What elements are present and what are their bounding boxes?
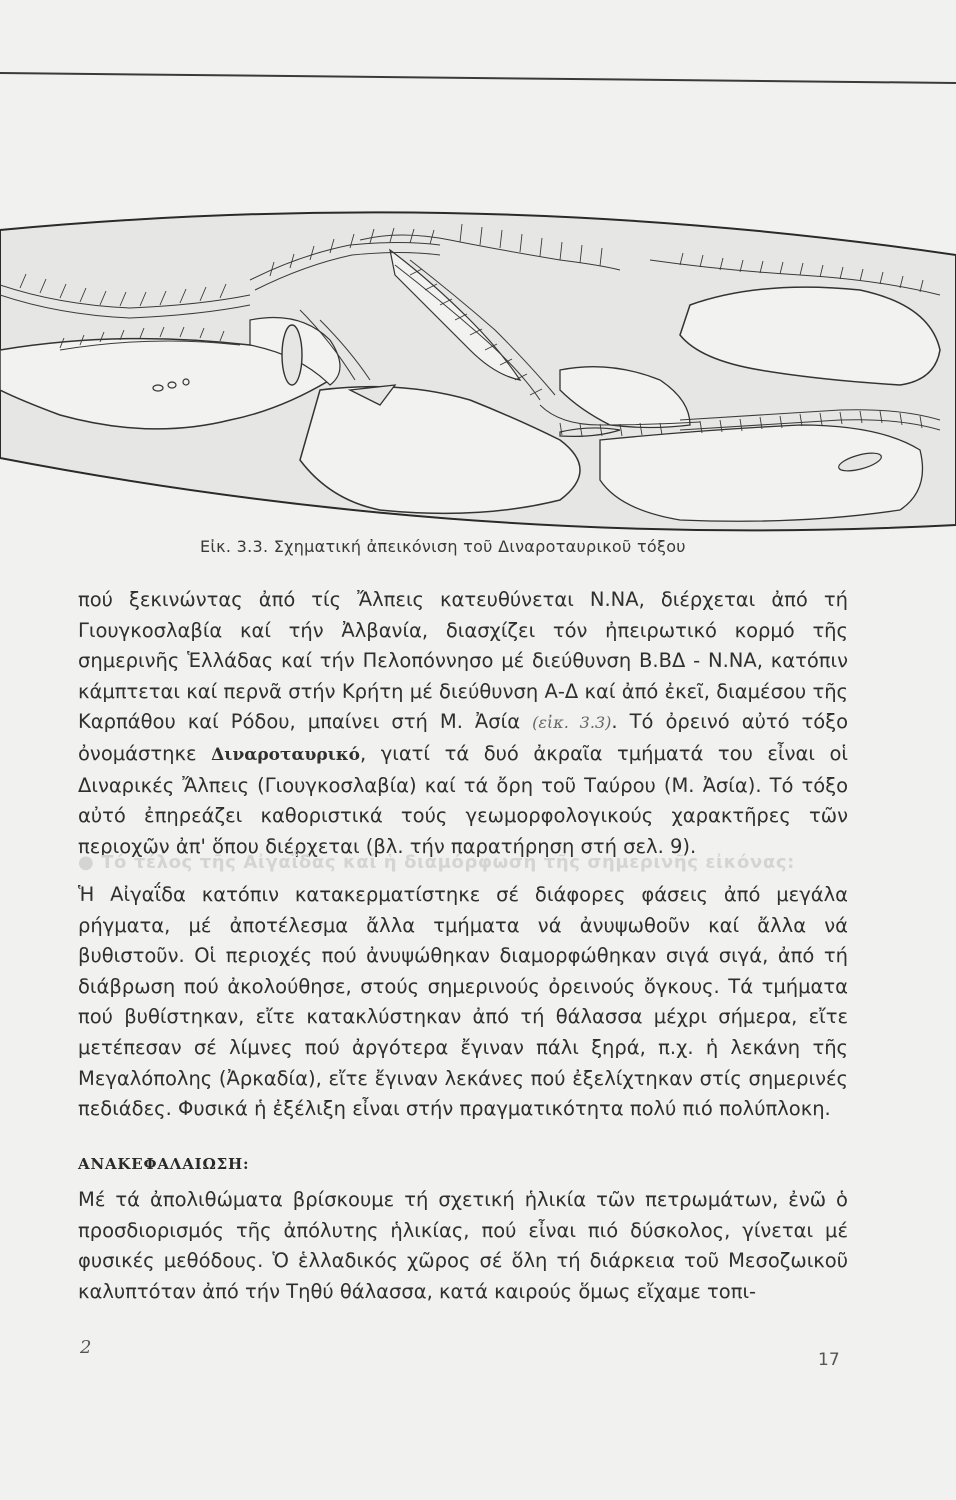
p1-text-c: , γιατί τά δυό ἀκραῖα τμήματά του εἶναι οἱ Διναρικές Ἄλπεις (Γιουγκοσλαβία) καί τά ὄρη τοῦ Ταύρου (Μ. Ἀσία). Τό τόξο αὐτό ἐπηρεάζει καθοριστικά τούς γεωμορφολογικούς χαρακτῆρες τῶν περιοχῶν ἀπ' ὅπου διέρχεται (βλ. τήν παρατήρηση στή σελ. 9). [78, 741, 848, 858]
section-heading-aegeis: ● Τό τέλος τῆς Αἰγαΐδας καί ἡ διαμόρφωση τῆς σημερινῆς εἰκόνας: [78, 852, 795, 873]
printer-signature: 2 [80, 1337, 92, 1358]
p2-text: Ἡ Αἰγαΐδα κατόπιν κατακερματίστηκε σέ διάφορες φάσεις ἀπό μεγάλα ρήγματα, μέ ἀποτέλεσμα ἄλλα τμήματα νά ἀνυψωθοῦν καί ἄλλα νά βυθιστοῦν. Οἱ περιοχές πού ἀνυψώθηκαν διαμορφώθηκαν σιγά σιγά, ἀπό τή διάβρωση πού ἀκολούθησε, στούς σημερινούς ὀρεινούς ὄγκους. Τά τμήματα πού βυθίστηκαν, εἴτε κατακλύστηκαν ἀπό τή θάλασσα μέχρι σήμερα, εἴτε μετέπεσαν σέ λίμνες πού ἀργότερα ἔγιναν πάλι ξηρά, π.χ. ἡ λεκάνη τῆς Μεγαλόπολης (Ἀρκαδία), εἴτε ἔγιναν λεκάνες πού ἐξελίχτηκαν στίς σημερινές πεδιάδες. Φυσικά ἡ ἐξέλιξη εἶναι στήν πραγματικότητα πολύ πιό πολύπλοκη. [78, 883, 848, 1121]
figure-caption: Εἰκ. 3.3. Σχηματική ἀπεικόνιση τοῦ Διναροταυρικοῦ τόξου [200, 537, 686, 556]
p1-text-a: πού ξεκινώντας ἀπό τίς Ἄλπεις κατευθύνεται Ν.ΝΑ, διέρχεται ἀπό τή Γιουγκοσλαβία καί τήν Ἀλβανία, διασχίζει τόν ἠπειρωτικό κορμό τῆς σημερινῆς Ἑλλάδας καί τήν Πελοπόννησο μέ διεύθυνση Β.ΒΔ - Ν.ΝΑ, κατόπιν κάμπτεται καί περνᾶ στήν Κρήτη μέ διεύθυνση Α-Δ καί ἀπό ἐκεῖ, διαμέσου τῆς Καρπάθου καί Ρόδου, μπαίνει στή Μ. Ἀσία [78, 588, 848, 734]
figure-reference: (εἰκ. 3.3) [532, 713, 612, 733]
levantine-sea [600, 425, 923, 521]
sardinia-corsica [282, 325, 302, 385]
dinarotauric-arc-map [0, 80, 956, 540]
paragraph-dinarotauric-arc [78, 585, 848, 862]
page-number: 17 [818, 1350, 840, 1370]
p1-text-b: . Τό ὀρεινό αὐτό τόξο ὀνομάστηκε [78, 710, 849, 765]
term-dinarotauric: Διναροταυρικό [211, 744, 360, 765]
summary-heading: ΑΝΑΚΕΦΑΛΑΙΩΣΗ: [78, 1155, 250, 1173]
paragraph-aegeis [78, 880, 848, 1125]
summary-text: Μέ τά ἀπολιθώματα βρίσκουμε τή σχετική ἡλικία τῶν πετρωμάτων, ἐνῶ ὁ προσδιορισμός τῆς ἀπόλυτης ἡλικίας, πού εἶναι πιό δύσκολος, γίνεται μέ φυσικές μεθόδους. Ὁ ἑλλαδικός χῶρος σέ ὅλη τή διάρκεια τοῦ Μεσοζωικοῦ καλυπτόταν ἀπό τήν Τηθύ θάλασσα, κατά καιρούς ὅμως εἴχαμε τοπι- [78, 1188, 848, 1303]
paragraph-summary [78, 1185, 848, 1307]
